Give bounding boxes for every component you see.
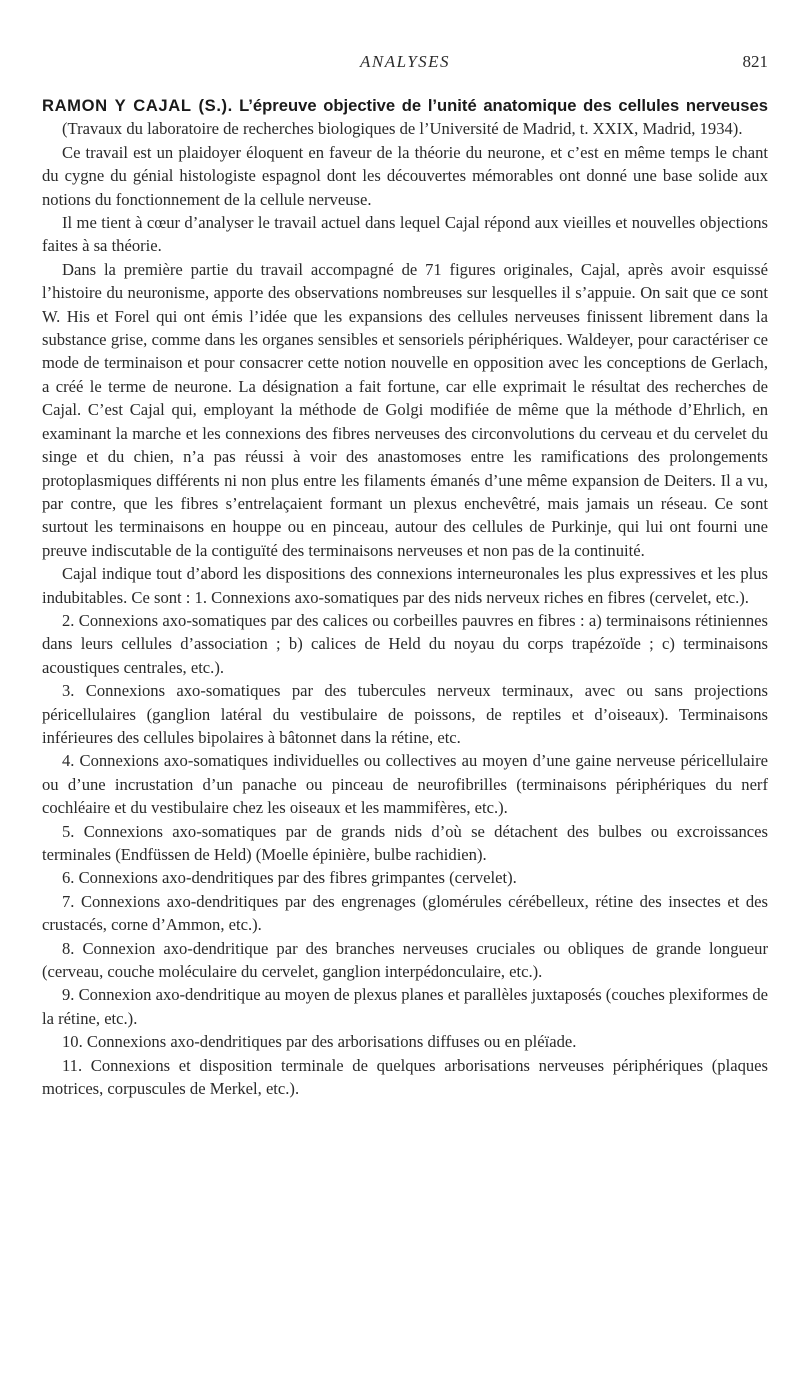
page-number: 821 [742,52,768,71]
connection-item: 7. Connexions axo-dendritiques par des engrenages (glomérules cérébelleux, rétine des insectes et des crustacés, corne d’Ammon, etc.). [42,891,768,935]
connection-item: 10. Connexions axo-dendritiques par des arborisations diffuses ou en pléïade. [62,1032,577,1052]
connection-item: 6. Connexions axo-dendritiques par des fibres grimpantes (cervelet). [62,868,517,888]
running-header [42,52,768,78]
connection-item: 3. Connexions axo-somatiques par des tubercules nerveux terminaux, avec ou sans projections péricellulaires (ganglion latéral du vestibulaire de poissons, de reptiles et d’oiseaux). Terminaisons inférieures des cellules bipolaires à bâtonnet dans la rétine, etc. [42,681,768,747]
entry-citation: (Travaux du laboratoire de recherches biologiques de l’Université de Madrid, t. XXIX, Madrid, 1934). [62,119,743,139]
connection-item: 4. Connexions axo-somatiques individuelles ou collectives au moyen d’une gaine nerveuse péricellulaire ou d’une incrustation d’un panache ou pinceau de neurofibrilles (terminaisons périphériques du nerf cochléaire et du vestibulaire chez les oiseaux et les mammifères, etc.). [42,751,768,818]
review-entry-heading [42,94,768,141]
body-paragraph: Il me tient à cœur d’analyser le travail actuel dans lequel Cajal répond aux vieilles et nouvelles objections faites à sa théorie. [42,213,768,256]
connection-item: 5. Connexions axo-somatiques par de grands nids d’où se détachent des bulbes ou excroissances terminales (Endfüssen de Held) (Moelle épinière, bulbe rachidien). [42,821,768,864]
running-title: ANALYSES [359,52,451,71]
body-paragraph: Cajal indique tout d’abord les dispositions des connexions interneuronales les plus expressives et les plus indubitables. Ce sont : 1. Connexions axo-somatiques par des nids nerveux riches en fibres (cervelet, etc.). [42,564,768,607]
entry-title: L’épreuve objective de l’unité anatomique des cellules nerveuses [239,96,768,115]
entry-author: RAMON Y CAJAL (S.). [42,96,233,115]
connection-item: 9. Connexion axo-dendritique au moyen de plexus planes et parallèles juxtaposés (couches plexiformes de la rétine, etc.). [42,985,768,1028]
connection-item: 8. Connexion axo-dendritique par des branches nerveuses cruciales ou obliques de grande longueur (cerveau, couche moléculaire du cervelet, ganglion interpédonculaire, etc.). [42,938,768,982]
review-body [42,141,768,1101]
body-paragraph: Dans la première partie du travail accompagné de 71 figures originales, Cajal, après avoir esquissé l’histoire du neuronisme, apporte des observations nombreuses sur lesquelles il s’appuie. On sait que ce sont W. His et Forel qui ont émis l’idée que les expansions des cellules nerveuses finissent librement dans la substance grise, comme dans les organes sensibles et sensoriels périphériques. Waldeyer, pour caractériser ce mode de terminaison et pour consacrer cette notion nouvelle en opposition avec les conceptions de Gerlach, a créé le terme de neurone. La désignation a fait fortune, car elle exprimait le résultat des recherches de Cajal. C’est Cajal qui, employant la méthode de Golgi modifiée de même que la méthode d’Ehrlich, en examinant la marche et les connexions des fibres nerveuses des circonvolutions du cerveau et du cervelet du singe et du chien, n’a pas réussi à voir des anastomoses entre les ramifications des prolongements protoplasmiques différents ni non plus entre les filaments émanés d’une même expansion de Deiters. Il a vu, par contre, que les fibres s’entrelaçaient formant un plexus enchevêtré, mais jamais un réseau. Ce sont surtout les terminaisons en houppe ou en pinceau, autour des cellules de Purkinje, qui lui ont fourni une preuve indiscutable de la contiguïté des terminaisons nerveuses et non pas de la continuité. [42,259,768,560]
document-page [42,52,768,1100]
connection-item: 2. Connexions axo-somatiques par des calices ou corbeilles pauvres en fibres : a) terminaisons rétiniennes dans leurs cellules d’association ; b) calices de Held du noyau du corps trapézoïde ; c) terminaisons acoustiques centrales, etc.). [42,610,768,677]
connection-item: 11. Connexions et disposition terminale de quelques arborisations nerveuses périphériques (plaques motrices, corpuscules de Merkel, etc.). [42,1055,768,1099]
body-paragraph: Ce travail est un plaidoyer éloquent en faveur de la théorie du neurone, et c’est en même temps le chant du cygne du génial histologiste espagnol dont les découvertes mémorables ont donné une base solide aux notions du fonctionnement de la cellule nerveuse. [42,142,768,209]
